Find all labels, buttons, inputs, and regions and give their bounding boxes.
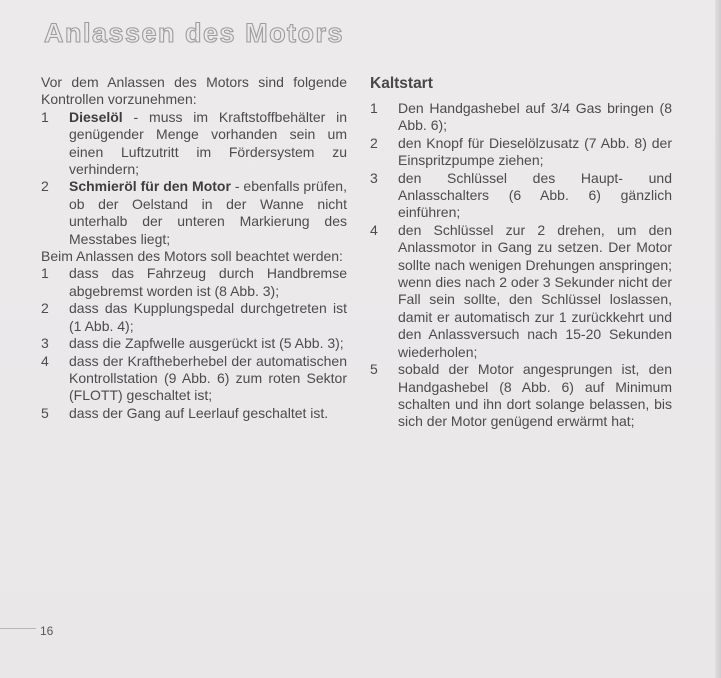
- check-text: [69, 109, 347, 179]
- step-text: sobald der Motor angesprungen ist, den Handgashebel (8 Abb. 6) auf Minimum schalten und ihn dort solange belassen, bis sich der Motor genügend erwärmt hat;: [398, 361, 672, 430]
- step-number: 1: [370, 100, 378, 116]
- step-text: Den Handgashebel auf 3/4 Gas bringen (8 Abb. 6);: [398, 100, 672, 134]
- check-text: [69, 178, 347, 248]
- check-description: - ebenfalls prüfen, ob der Oelstand in der Wanne nicht unterhalb der unteren Markierung des Messtabes liegt;: [69, 178, 347, 247]
- condition-number: 2: [41, 300, 49, 317]
- step-text: den Schlüssel des Haupt- und Anlasschalters (6 Abb. 6) gänzlich einführen;: [398, 169, 672, 221]
- step-item: [370, 170, 672, 222]
- condition-number: 3: [41, 335, 49, 352]
- right-column: [370, 74, 672, 431]
- condition-text: dass die Zapfwelle ausgerückt ist (5 Abb. 3);: [69, 335, 344, 352]
- step-item: [370, 222, 672, 361]
- step-item: [370, 100, 672, 135]
- condition-item: [41, 265, 347, 300]
- condition-text: dass der Kraftheberhebel der automatischen Kontrollstation (9 Abb. 6) zum roten Sektor (FLOTT) geschaltet ist;: [69, 352, 347, 404]
- step-item: [370, 361, 672, 431]
- left-column: [41, 74, 347, 422]
- step-item: [370, 135, 672, 170]
- step-text: den Schlüssel zur 2 drehen, um den Anlassmotor in Gang zu setzen. Der Motor sollte nach wenigen Drehungen anspringen; wenn dies nach 2 oder 3 Sekunder nicht der Fall sein sollte, den Schlüssel loslassen, damit er automatisch zur 1 zurückkehrt und den Anlassversuch nach 15-20 Sekunden wiederholen;: [398, 221, 672, 360]
- conditions-list: [41, 265, 347, 422]
- cold-start-steps: [370, 100, 672, 431]
- check-number: 1: [41, 108, 49, 125]
- condition-number: 5: [41, 404, 49, 421]
- condition-item: [41, 353, 347, 405]
- condition-number: 4: [41, 352, 49, 369]
- condition-item: [41, 335, 347, 352]
- condition-number: 1: [41, 265, 49, 282]
- check-item: [41, 178, 347, 248]
- condition-text: dass das Fahrzeug durch Handbremse abgebremst worden ist (8 Abb. 3);: [69, 265, 347, 299]
- check-number: 2: [41, 178, 49, 195]
- page-heading: Anlassen des Motors: [44, 18, 345, 48]
- footer-rule: [0, 628, 36, 629]
- step-number: 5: [370, 361, 378, 378]
- condition-text: dass das Kupplungspedal durchgetreten ist (1 Abb. 4);: [69, 300, 347, 334]
- check-term: Schmieröl für den Motor: [69, 178, 231, 195]
- condition-text: dass der Gang auf Leerlauf geschaltet ist.: [69, 404, 329, 421]
- step-number: 3: [370, 169, 378, 186]
- check-description: - muss im Kraftstoffbehälter in genügender Menge vorhanden sein um einen Luftzutritt im Fördersystem zu verhindern;: [69, 108, 347, 178]
- step-text: den Knopf für Dieselölzusatz (7 Abb. 8) der Einspritzpumpe ziehen;: [398, 134, 672, 169]
- checks-intro: Vor dem Anlassen des Motors sind folgende Kontrollen vorzunehmen:: [41, 74, 347, 108]
- page-number: 16: [40, 624, 54, 638]
- condition-item: [41, 300, 347, 335]
- cold-start-heading: Kaltstart: [370, 75, 433, 92]
- step-number: 2: [370, 134, 378, 151]
- condition-item: [41, 405, 347, 422]
- check-item: [41, 109, 347, 179]
- conditions-intro: Beim Anlassen des Motors soll beachtet werden:: [41, 248, 343, 265]
- page-edge: [715, 0, 721, 678]
- check-term: Dieselöl: [69, 108, 123, 125]
- checks-list: [41, 109, 347, 248]
- step-number: 4: [370, 221, 378, 238]
